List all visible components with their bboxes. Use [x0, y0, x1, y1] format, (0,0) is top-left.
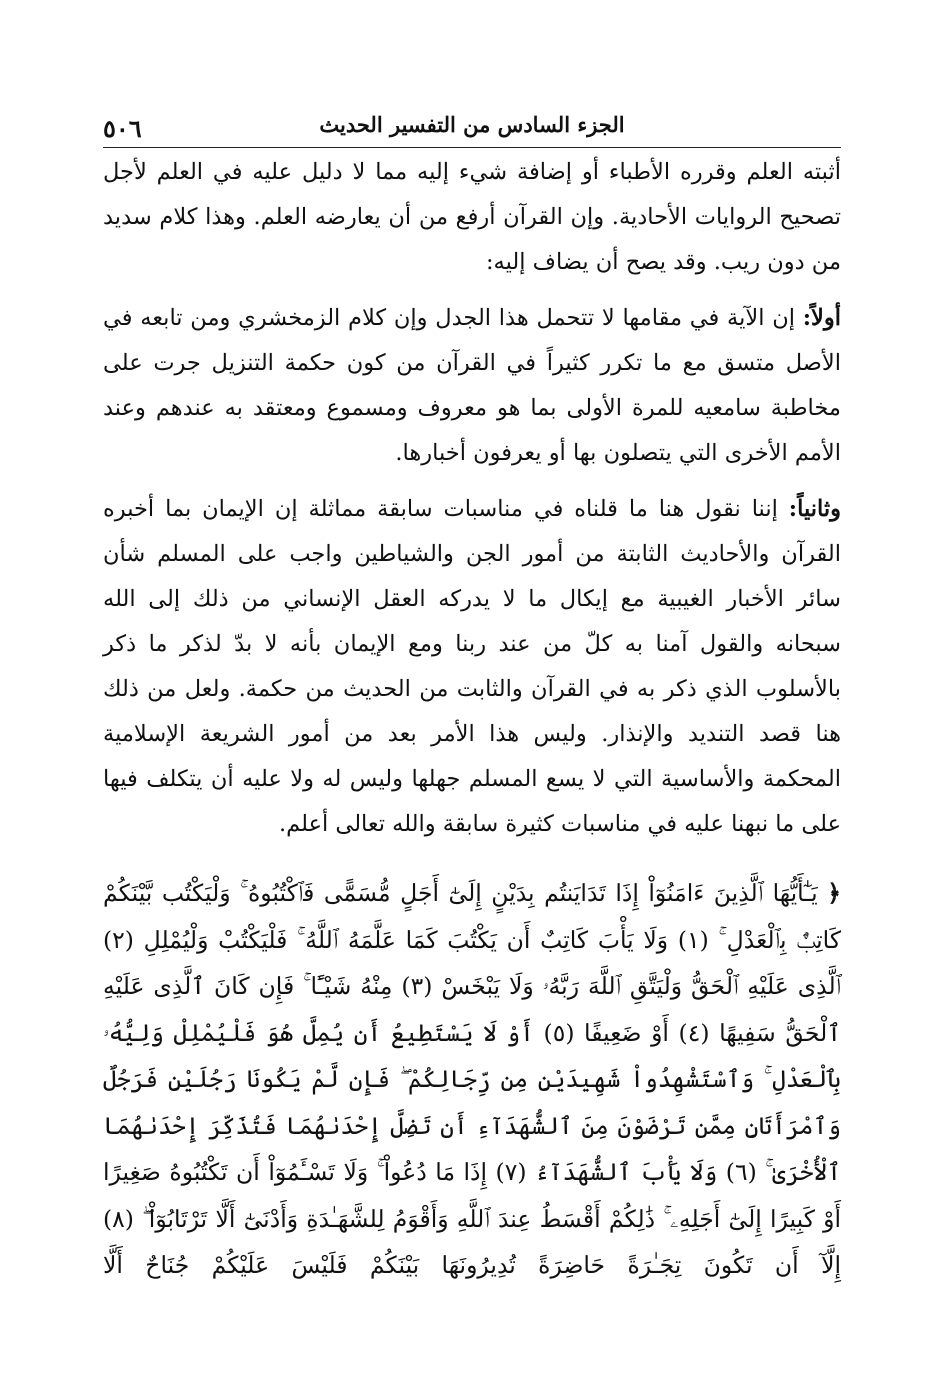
- page-number: ٥٠٦: [103, 114, 142, 143]
- verse-open-bracket: ﴿: [827, 879, 841, 907]
- paragraph-2: [103, 296, 841, 476]
- header-rule: [103, 147, 841, 148]
- paragraph-text: أثبته العلم وقرره الأطباء أو إضافة شيء إليه مما لا دليل عليه في العلم لأجل تصحيح الروايات الأحادية. وإن القرآن أرفع من أن يعارضه العلم. وهذا كلام سديد من دون ريب. وقد يصح أن يضاف إليه:: [103, 159, 841, 275]
- paragraph-lead: وثانياً:: [788, 496, 841, 522]
- paragraph-text: إننا نقول هنا ما قلناه في مناسبات سابقة مماثلة إن الإيمان بما أخبره القرآن والأحاديث الثابتة من أمور الجن والشياطين واجب على المسلم شأن سائر الأخبار الغيبية مع إيكال ما لا يدركه العقل الإنساني من ذلك إلى الله سبحانه والقول آمنا به كلّ من عند ربنا ومع الإيمان بأنه لا بدّ لذكر ما ذكر بالأسلوب الذي ذكر به في القرآن والثابت من الحديث من حكمة. ولعل من ذلك هنا قصد التنديد والإنذار. وليس هذا الأمر بعد من أمور الشريعة الإسلامية المحكمة والأساسية التي لا يسع المسلم جهلها وليس له ولا عليه أن يتكلف فيها على ما نبهنا عليه في مناسبات كثيرة سابقة والله تعالى أعلم.: [103, 496, 841, 837]
- body-text: [103, 150, 841, 858]
- paragraph-1: [103, 150, 841, 285]
- paragraph-lead: أولاً:: [802, 305, 841, 331]
- paragraph-text: إن الآية في مقامها لا تتحمل هذا الجدل وإن كلام الزمخشري ومن تابعه في الأصل متسق مع ما تكرر كثيراً في القرآن من كون حكمة التنزيل جرت على مخاطبة سامعيه للمرة الأولى بما هو معروف ومسموع ومعتقد به عندهم وعند الأمم الأخرى التي يتصلون بها أو يعرفون أخبارها.: [103, 305, 841, 466]
- header-title: الجزء السادس من التفسير الحديث: [319, 112, 625, 137]
- quran-verse-block: [103, 870, 841, 1289]
- paragraph-3: [103, 487, 841, 847]
- running-header: [103, 108, 841, 148]
- verse-text: يَـٰٓأَيُّهَا ٱلَّذِينَ ءَامَنُوٓاْ إِذَا تَدَايَنتُم بِدَيْنٍ إِلَىٰٓ أَجَلٍ مُّسَمًّى فَٱكْتُبُوهُ ۚ وَلْيَكْتُب بَّيْنَكُمْ كَاتِبٌۢ بِٱلْعَدْلِ ۚ (١) وَلَا يَأْبَ كَاتِبٌ أَن يَكْتُبَ كَمَا عَلَّمَهُ ٱللَّهُ ۚ فَلْيَكْتُبْ وَلْيُمْلِلِ (٢) ٱلَّذِى عَلَيْهِ ٱلْحَقُّ وَلْيَتَّقِ ٱللَّهَ رَبَّهُۥ وَلَا يَبْخَسْ (٣) مِنْهُ شَيْـًٔا ۚ فَإِن كَانَ ٱلَّذِى عَلَيْهِ ٱلْحَقُّ سَفِيهًا (٤) أَوْ ضَعِيفًا (٥) أَوْ لَا يَسْتَطِيعُ أَن يُمِلَّ هُوَ فَلْيُمْلِلْ وَلِيُّهُۥ بِٱلْعَدْلِ ۚ وَٱسْتَشْهِدُواْ شَهِيدَيْنِ مِن رِّجَالِكُمْ ۖ فَإِن لَّمْ يَكُونَا رَجُلَيْنِ فَرَجُلٌ وَٱمْرَأَتَانِ مِمَّن تَرْضَوْنَ مِنَ ٱلشُّهَدَآءِ أَن تَضِلَّ إِحْدَىٰهُمَا فَتُذَكِّرَ إِحْدَىٰهُمَا ٱلْأُخْرَىٰ ۚ (٦) وَلَا يَأْبَ ٱلشُّهَدَآءُ (٧) إِذَا مَا دُعُواْ ۚ وَلَا تَسْـَٔمُوٓاْ أَن تَكْتُبُوهُ صَغِيرًا أَوْ كَبِيرًا إِلَىٰٓ أَجَلِهِۦ ۚ ذَٰلِكُمْ أَقْسَطُ عِندَ ٱللَّهِ وَأَقْوَمُ لِلشَّهَـٰدَةِ وَأَدْنَىٰٓ أَلَّا تَرْتَابُوٓاْ ۖ (٨) إِلَّآ أَن تَكُونَ تِجَـٰرَةً حَاضِرَةً تُدِيرُونَهَا بَيْنَكُمْ فَلَيْسَ عَلَيْكُمْ جُنَاحٌ أَلَّا: [103, 879, 842, 1279]
